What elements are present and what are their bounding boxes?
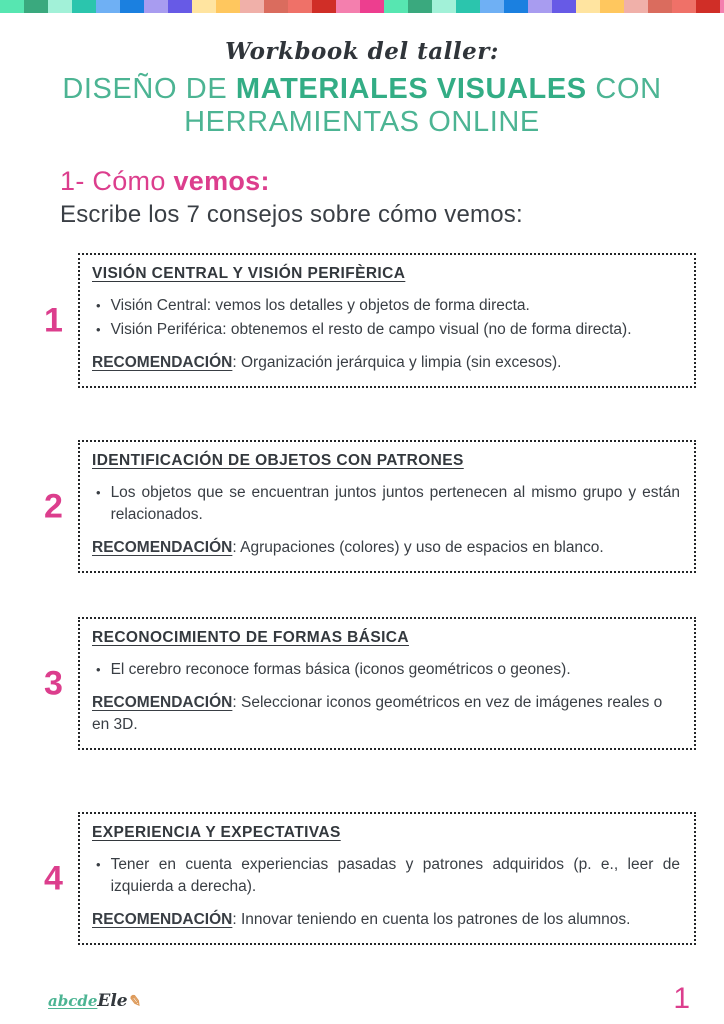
title-prefix: DISEÑO DE (62, 73, 236, 105)
recommendation-label: RECOMENDACIÓN (92, 354, 233, 372)
stripe-block (216, 0, 240, 13)
tip-box (44, 440, 696, 573)
tip-bullets (92, 854, 680, 898)
tip-title: IDENTIFICACIÓN DE OBJETOS CON PATRONES (92, 452, 464, 470)
stripe-block (336, 0, 360, 13)
stripe-block (576, 0, 600, 13)
title-suffix: CON (586, 73, 662, 105)
stripe-block (720, 0, 724, 13)
bullet-icon: • (96, 322, 101, 338)
tip-bullet-text: Tener en cuenta experiencias pasadas y patrones adquiridos (p. e., leer de izquierda a derecha). (110, 856, 680, 896)
top-color-stripe (0, 0, 724, 13)
stripe-block (408, 0, 432, 13)
stripe-block (0, 0, 24, 13)
stripe-block (144, 0, 168, 13)
stripe-block (504, 0, 528, 13)
tip-bullets (92, 482, 680, 526)
recommendation-label: RECOMENDACIÓN (92, 539, 233, 557)
section-subtitle: Escribe los 7 consejos sobre cómo vemos: (60, 201, 523, 229)
stripe-block (72, 0, 96, 13)
tip-bullet (92, 295, 680, 317)
tip-title: VISIÓN CENTRAL Y VISIÓN PERIFÈRICA (92, 265, 406, 283)
tip-title: RECONOCIMIENTO DE FORMAS BÁSICA (92, 629, 409, 647)
recommendation-text: : Seleccionar iconos geométricos en vez de imágenes reales o en 3D. (92, 694, 663, 734)
stripe-block (672, 0, 696, 13)
section-heading-bold: vemos: (173, 166, 270, 197)
tip-number: 1 (44, 301, 63, 340)
section-heading-prefix: 1- Cómo (60, 166, 174, 197)
stripe-block (480, 0, 504, 13)
stripe-block (312, 0, 336, 13)
tips-list (0, 253, 724, 945)
page-title (0, 73, 724, 139)
tip-recommendation (92, 537, 680, 559)
bullet-icon: • (96, 485, 101, 501)
tip-box (44, 617, 696, 750)
page-header (0, 38, 724, 139)
stripe-block (24, 0, 48, 13)
stripe-block (168, 0, 192, 13)
logo-text-teal: abcde (48, 992, 98, 1010)
tip-bullet (92, 319, 680, 341)
stripe-block (528, 0, 552, 13)
stripe-block (648, 0, 672, 13)
stripe-block (432, 0, 456, 13)
tip-box-border (78, 617, 696, 750)
logo-text-dark: Ele (97, 991, 128, 1011)
tip-title: EXPERIENCIA Y EXPECTATIVAS (92, 824, 341, 842)
tip-box (44, 253, 696, 388)
title-bold: MATERIALES VISUALES (235, 73, 587, 105)
tip-number: 4 (44, 859, 63, 898)
stripe-block (360, 0, 384, 13)
tip-number: 3 (44, 664, 63, 703)
stripe-block (600, 0, 624, 13)
tip-box-border (78, 440, 696, 573)
tip-box (44, 812, 696, 945)
page-title-line1 (0, 73, 724, 106)
bullet-icon: • (96, 298, 101, 314)
stripe-block (384, 0, 408, 13)
page-title-line2: HERRAMIENTAS ONLINE (184, 106, 540, 139)
stripe-block (264, 0, 288, 13)
tip-bullet-text: Visión Periférica: obtenemos el resto de campo visual (no de forma directa). (110, 321, 632, 339)
bullet-icon: • (96, 857, 101, 873)
tip-number: 2 (44, 487, 63, 526)
stripe-block (48, 0, 72, 13)
stripe-block (288, 0, 312, 13)
recommendation-label: RECOMENDACIÓN (92, 694, 233, 712)
stripe-block (624, 0, 648, 13)
stripe-block (96, 0, 120, 13)
tip-bullet (92, 482, 680, 526)
stripe-block (456, 0, 480, 13)
workbook-label: Workbook del taller: (225, 38, 499, 65)
stripe-block (240, 0, 264, 13)
recommendation-text: : Organización jerárquica y limpia (sin excesos). (232, 354, 562, 372)
stripe-block (120, 0, 144, 13)
stripe-block (696, 0, 720, 13)
recommendation-text: : Innovar teniendo en cuenta los patrones de los alumnos. (232, 911, 631, 929)
tip-recommendation (92, 909, 680, 931)
tip-bullet-text: Visión Central: vemos los detalles y objetos de forma directa. (110, 297, 530, 315)
tip-bullet-text: Los objetos que se encuentran juntos juntos pertenecen al mismo grupo y están relacionados. (110, 484, 680, 524)
tip-bullets (92, 295, 680, 341)
recommendation-text: : Agrupaciones (colores) y uso de espacios en blanco. (232, 539, 604, 557)
pencil-icon: ✎ (127, 991, 143, 1011)
tip-bullet-text: El cerebro reconoce formas básica (iconos geométricos o geones). (110, 661, 571, 679)
page-number: 1 (673, 982, 690, 1015)
tip-recommendation (92, 352, 680, 374)
tip-box-border (78, 812, 696, 945)
recommendation-label: RECOMENDACIÓN (92, 911, 233, 929)
stripe-block (192, 0, 216, 13)
bullet-icon: • (96, 662, 101, 678)
tip-bullets (92, 659, 680, 681)
abcdeele-logo (48, 991, 141, 1011)
tip-bullet (92, 659, 680, 681)
tip-bullet (92, 854, 680, 898)
section-heading (60, 166, 724, 197)
stripe-block (552, 0, 576, 13)
tip-box-border (78, 253, 696, 388)
tip-recommendation (92, 692, 680, 736)
